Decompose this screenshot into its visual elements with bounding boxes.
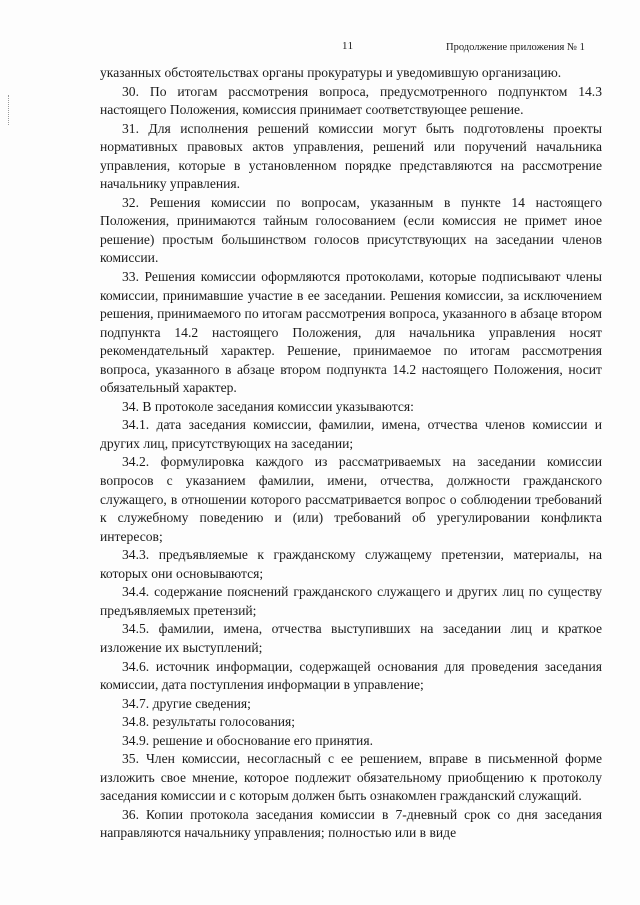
paragraph-34-3: 34.3. предъявляемые к гражданскому служащему претензии, материалы, на которых они основываются;: [100, 547, 602, 581]
paragraph-34-9: 34.9. решение и обоснование его принятия.: [122, 732, 373, 748]
paragraph-34-6: 34.6. источник информации, содержащей основания для проведения заседания комиссии, дата поступления информации в управление;: [100, 658, 602, 693]
paragraph-35: 35. Член комиссии, несогласный с ее решением, вправе в письменной форме изложить свое мнение, которое подлежит обязательному приобщению к протоколу заседания комиссии и с которым должен быть ознакомлен гражданский служащий.: [100, 751, 602, 804]
scan-margin-mark: [8, 95, 11, 125]
appendix-caption: Продолжение приложения № 1: [446, 42, 585, 53]
document-body: [100, 64, 602, 843]
paragraph-31: 31. Для исполнения решений комиссии могут быть подготовлены проекты нормативных правовых актов управления, решений или поручений начальника управления, которые в установленном порядке представляются на рассмотрение начальнику управления.: [100, 120, 602, 192]
paragraph-36: 36. Копии протокола заседания комиссии в 7-дневный срок со дня заседания направляются начальнику управления; полностью или в виде: [100, 806, 602, 841]
paragraph-34-1: 34.1. дата заседания комиссии, фамилии, имена, отчества членов комиссии и других лиц, присутствующих на заседании;: [100, 417, 602, 451]
paragraph-30: 30. По итогам рассмотрения вопроса, предусмотренного подпунктом 14.3 настоящего Положения, комиссия принимает соответствующее решение.: [100, 83, 602, 118]
paragraph-34-7: 34.7. другие сведения;: [122, 695, 251, 711]
paragraph-33: 33. Решения комиссии оформляются протоколами, которые подписывают члены комиссии, принимавшие участие в ее заседании. Решения комиссии, за исключением решения, принимаемого по итогам рассмотрения вопроса, указанного в абзаце втором подпункта 14.2 настоящего Положения, для начальника управления носят рекомендательный характер. Решение, принимаемое по итогам рассмотрения вопроса, указанного в абзаце втором подпункта 14.2 настоящего Положения, носит обязательный характер.: [100, 269, 602, 396]
paragraph-32: 32. Решения комиссии по вопросам, указанным в пункте 14 настоящего Положения, принимаются тайным голосованием (если комиссия не примет иное решение) простым большинством голосов присутствующих на заседании членов комиссии.: [100, 194, 602, 266]
paragraph-34-8: 34.8. результаты голосования;: [122, 714, 296, 730]
paragraph-34-2: 34.2. формулировка каждого из рассматриваемых на заседании комиссии вопросов с указанием фамилии, имени, отчества, должности гражданского служащего, в отношении которого рассматривается вопрос о соблюдении требований к служебному поведению и (или) требований об урегулировании конфликта интересов;: [100, 454, 602, 544]
paragraph-34-4: 34.4. содержание пояснений гражданского служащего и других лиц по существу предъявляемых претензий;: [100, 584, 602, 618]
paragraph-34-5: 34.5. фамилии, имена, отчества выступивших на заседании лиц и краткое изложение их выступлений;: [100, 621, 602, 655]
page-number: 11: [342, 40, 354, 52]
paragraph-34: 34. В протоколе заседания комиссии указываются:: [122, 398, 414, 414]
paragraph-continuation: указанных обстоятельствах органы прокуратуры и уведомившую организацию.: [100, 65, 562, 80]
